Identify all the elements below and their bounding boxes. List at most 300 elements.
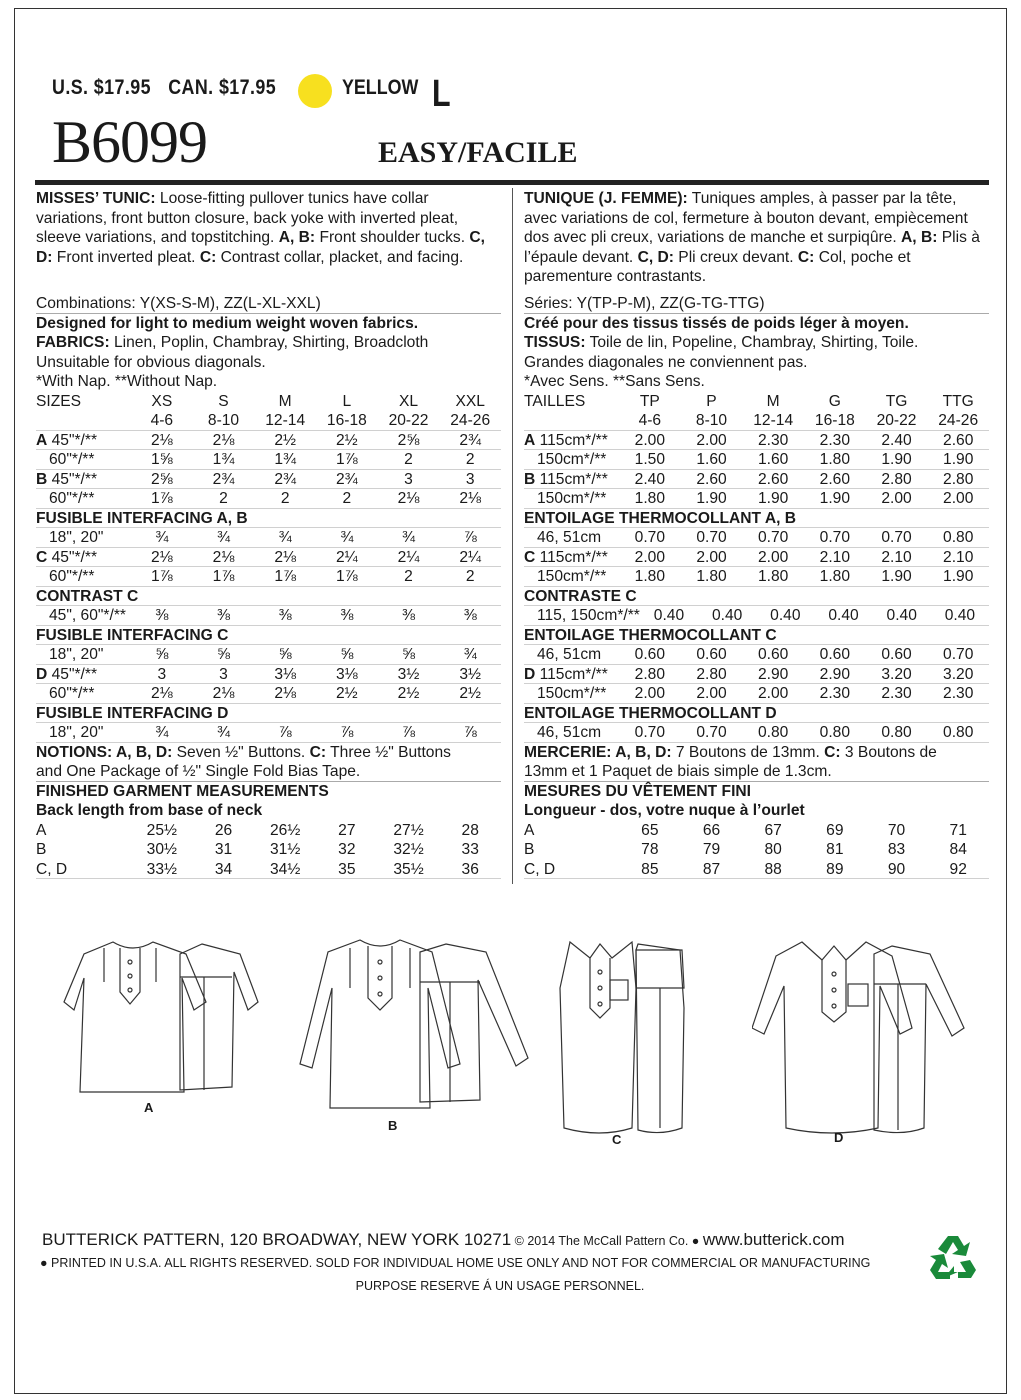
yardage-row — [524, 684, 989, 704]
row-label: 18", 20" — [36, 529, 104, 546]
amount-cell: 2 — [342, 490, 352, 507]
yardage-row — [524, 606, 989, 626]
amount-cell: 0.70 — [634, 724, 666, 741]
amount-cell: 0.60 — [634, 646, 666, 663]
amount-cell: 2⅛ — [274, 685, 297, 702]
amount-cell: 1¾ — [274, 451, 297, 468]
notions-part: MERCERIE: A, B, D: — [524, 743, 672, 761]
amount-cell: ¾ — [402, 529, 416, 546]
amount-cell: 1⅞ — [274, 568, 297, 585]
measurement-cell: 81 — [826, 841, 844, 858]
section-heading-text: ENTOILAGE THERMOCOLLANT C — [524, 626, 777, 644]
amount-cell: 2¾ — [274, 470, 297, 488]
measurement-cell: 28 — [461, 821, 479, 839]
measurement-cell: 35½ — [393, 860, 424, 878]
size-header-row — [524, 392, 989, 412]
measurement-cell: 31 — [214, 841, 233, 858]
amount-cell: 2.30 — [819, 685, 851, 702]
fabrics-text: Toile de lin, Popeline, Chambray, Shirting, Toile. — [585, 334, 919, 351]
row-label: 45", 60"*/** — [36, 607, 126, 624]
yardage-row — [524, 450, 989, 470]
amount-cell: 1.80 — [634, 568, 666, 585]
back-length-heading: Back length from base of neck — [36, 802, 263, 819]
row-label: A — [524, 821, 535, 839]
size-number-row — [36, 411, 501, 431]
yardage-row — [36, 684, 501, 704]
amount-cell: 2⅛ — [150, 548, 173, 566]
measurement-cell: 83 — [887, 841, 906, 858]
yardage-row — [524, 431, 989, 451]
amount-cell: ⅞ — [463, 724, 477, 741]
yardage-row — [524, 665, 989, 685]
amount-cell: 1.60 — [696, 451, 727, 468]
amount-cell: 1.80 — [634, 490, 666, 507]
yardage-row — [36, 528, 501, 548]
amount-cell: 1.90 — [758, 490, 789, 507]
amount-cell: 2.00 — [634, 431, 666, 449]
measurement-cell: 89 — [826, 860, 844, 878]
measurement-cell: 69 — [826, 821, 844, 839]
amount-cell: 2⅛ — [150, 431, 173, 449]
desc-text: Col, poche et parementure contrastants. — [524, 248, 911, 285]
amount-cell: 0.80 — [881, 724, 912, 741]
amount-cell: ⅞ — [278, 724, 292, 741]
section-heading-text: FUSIBLE INTERFACING C — [36, 626, 229, 644]
amount-cell: ⅝ — [217, 646, 231, 663]
amount-cell: 2⅝ — [397, 431, 420, 449]
amount-cell: ¾ — [217, 724, 231, 741]
row-label: 60"*/** — [36, 490, 95, 507]
amount-cell: 3½ — [459, 665, 482, 683]
amount-cell: 3.20 — [943, 665, 974, 683]
section-heading-text: CONTRASTE C — [524, 587, 637, 605]
amount-cell: 2⅛ — [150, 685, 173, 702]
amount-cell: 2¼ — [459, 548, 482, 566]
view-a-illustration — [62, 932, 262, 1127]
amount-cell: 2.00 — [634, 685, 666, 702]
row-label: A — [36, 821, 47, 839]
yardage-row — [36, 450, 501, 470]
amount-cell: 2.10 — [881, 548, 912, 566]
amount-cell: 2¼ — [336, 548, 358, 566]
size-name: TP — [639, 392, 660, 410]
yardage-row — [36, 567, 501, 587]
amount-cell: 1.90 — [696, 490, 727, 507]
amount-cell: 2.60 — [943, 431, 974, 449]
amount-cell: 1.90 — [881, 568, 912, 585]
notions-part: NOTIONS: A, B, D: — [36, 743, 173, 761]
notions-part: C: — [824, 743, 841, 761]
amount-cell: 2.10 — [819, 548, 851, 566]
amount-cell: 2.80 — [881, 470, 912, 488]
amount-cell: 2¾ — [336, 470, 358, 488]
yardage-row — [524, 489, 989, 509]
amount-cell: 0.70 — [943, 646, 974, 663]
amount-cell: 0.60 — [696, 646, 727, 663]
row-label: B 115cm*/** — [524, 470, 608, 488]
amount-cell: 2.30 — [943, 685, 974, 702]
fabrics-label: TISSUS: — [524, 334, 586, 351]
amount-cell: 0.70 — [819, 529, 851, 546]
desc-text: Loose-fitting pullover tunics have collar variations, front button closure, back yoke with inverted pleat, sleeve variations, and topstitching. — [36, 190, 459, 246]
row-label: D 45"*/** — [36, 665, 98, 683]
amount-cell: ¾ — [340, 529, 354, 546]
amount-cell: ⅝ — [402, 646, 416, 663]
size-number: 24-26 — [450, 412, 491, 429]
view-d-label: D — [834, 1130, 844, 1145]
view-b-illustration — [296, 928, 546, 1128]
measurement-cell: 65 — [641, 821, 659, 839]
amount-cell: ⅜ — [402, 607, 416, 624]
desc-bold: C, D: — [36, 229, 485, 266]
row-label: 46, 51cm — [524, 724, 602, 741]
fabrics-label: FABRICS: — [36, 334, 110, 351]
amount-cell: 2 — [465, 568, 475, 585]
size-name: XL — [398, 392, 419, 410]
amount-cell: 1⅞ — [150, 490, 173, 507]
unsuitable-note: Unsuitable for obvious diagonals. — [36, 353, 266, 371]
recycle-icon — [926, 1232, 980, 1282]
notions-part: C: — [309, 743, 327, 761]
us-price: U.S. $17.95 — [52, 76, 151, 99]
yardage-row — [36, 606, 501, 626]
amount-cell: 2½ — [336, 431, 358, 449]
size-name: M — [278, 392, 292, 410]
measurement-cell: 35 — [338, 860, 356, 878]
desc-text: Pli creux devant. — [673, 248, 798, 266]
unsuitable-note: Grandes diagonales ne conviennent pas. — [524, 353, 808, 371]
amount-cell: 2⅛ — [397, 490, 420, 507]
english-column — [36, 189, 501, 879]
amount-cell: 2⅛ — [212, 685, 235, 702]
amount-cell: 3 — [465, 470, 475, 488]
row-label: 46, 51cm — [524, 529, 602, 546]
measurement-cell: 36 — [461, 860, 479, 878]
desc-bold: A, B: — [901, 229, 938, 246]
publisher-address: BUTTERICK PATTERN, 120 BROADWAY, NEW YORK 10271 — [42, 1230, 512, 1249]
measurement-cell: 71 — [949, 821, 967, 839]
amount-cell: 2.00 — [634, 548, 666, 566]
finished-measurements-heading: FINISHED GARMENT MEASUREMENTS — [36, 782, 329, 800]
amount-cell: 0.80 — [758, 724, 789, 741]
desc-text: Front shoulder tucks. — [315, 229, 470, 246]
measurement-cell: 31½ — [270, 841, 301, 858]
spacer — [524, 411, 619, 430]
size-name: M — [766, 392, 780, 410]
amount-cell: 2.30 — [758, 431, 789, 449]
designed-for: Designed for light to medium weight woven fabrics. — [36, 314, 419, 332]
amount-cell: 0.60 — [881, 646, 912, 663]
amount-cell: 0.70 — [696, 724, 727, 741]
section-heading — [524, 626, 989, 646]
amount-cell: 0.80 — [819, 724, 851, 741]
amount-cell: 2.00 — [758, 548, 789, 566]
measurement-row — [524, 840, 989, 860]
rights-line: ● PRINTED IN U.S.A. ALL RIGHTS RESERVED. SOLD FOR INDIVIDUAL HOME USE ONLY AND NOT FOR COMMERCIAL OR MANUFACTURING — [40, 1256, 871, 1270]
amount-cell: ¾ — [155, 529, 169, 546]
section-heading — [36, 704, 501, 724]
amount-cell: ⅜ — [217, 607, 231, 624]
copyright-text: © 2014 The McCall Pattern Co. ● — [511, 1234, 703, 1248]
measurement-row — [36, 840, 501, 860]
measurement-row — [36, 821, 501, 841]
yardage-row — [524, 470, 989, 490]
header-rule — [35, 180, 989, 185]
measurement-cell: 32 — [338, 841, 356, 858]
yardage-row — [36, 665, 501, 685]
amount-cell: 2 — [280, 490, 290, 507]
size-name: G — [828, 392, 841, 410]
amount-cell: 2 — [404, 568, 413, 585]
amount-cell: 2.30 — [881, 685, 912, 702]
size-number: 24-26 — [938, 412, 979, 429]
amount-cell: ⅜ — [463, 607, 477, 624]
column-divider — [512, 188, 513, 884]
measurement-cell: 26½ — [270, 821, 301, 839]
yardage-row — [36, 645, 501, 665]
size-name: TG — [885, 392, 908, 410]
measurement-cell: 78 — [641, 841, 659, 858]
measurement-cell: 25½ — [146, 821, 178, 839]
measurement-cell: 33 — [461, 841, 479, 858]
amount-cell: 0.40 — [944, 607, 976, 624]
yardage-row — [524, 723, 989, 743]
yardage-row — [524, 548, 989, 568]
difficulty-label: EASY/FACILE — [378, 136, 578, 169]
size-header-row — [36, 392, 501, 412]
row-label: C, D — [524, 860, 556, 878]
amount-cell: 2.10 — [943, 548, 974, 566]
amount-cell: 2⅛ — [212, 431, 235, 449]
desc-bold: MISSES’ TUNIC: — [36, 190, 156, 207]
measurement-cell: 67 — [764, 821, 782, 839]
amount-cell: 2½ — [397, 685, 420, 702]
row-label: 115, 150cm*/** — [524, 607, 640, 624]
amount-cell: 2⅝ — [150, 470, 173, 488]
measurement-row — [524, 821, 989, 841]
section-heading — [524, 509, 989, 529]
row-label: A 115cm*/** — [524, 431, 608, 449]
amount-cell: 3⅛ — [274, 665, 297, 683]
section-heading — [524, 587, 989, 607]
size-name: TTG — [942, 392, 974, 410]
section-heading-text: CONTRAST C — [36, 587, 139, 605]
sizes-label: TAILLES — [524, 392, 586, 410]
notions-part: Seven ½" Buttons. — [172, 743, 310, 761]
yardage-row — [524, 567, 989, 587]
amount-cell: 2.00 — [758, 685, 789, 702]
amount-cell: ⅞ — [463, 529, 477, 546]
size-number: 20-22 — [388, 412, 429, 429]
amount-cell: ¾ — [463, 646, 477, 663]
measurement-cell: 66 — [702, 821, 721, 839]
amount-cell: 2⅛ — [212, 548, 235, 566]
desc-text: Contrast collar, placket, and facing. — [216, 248, 464, 266]
size-number: 12-14 — [753, 412, 794, 429]
section-heading — [36, 626, 501, 646]
row-label: C 45"*/** — [36, 548, 98, 566]
website-link[interactable]: www.butterick.com — [702, 1230, 845, 1249]
size-name: P — [706, 392, 717, 410]
desc-text: Plis à l’épaule devant. — [524, 229, 980, 266]
amount-cell: ⅞ — [340, 724, 354, 741]
amount-cell: 0.40 — [828, 607, 859, 624]
color-word: YELLOW — [342, 76, 419, 99]
measurement-cell: 33½ — [146, 860, 178, 878]
size-name: S — [218, 392, 229, 410]
pattern-number: B6099 — [52, 109, 208, 175]
row-label: 18", 20" — [36, 724, 104, 741]
size-name: XXL — [455, 392, 485, 410]
desc-bold: TUNIQUE (J. FEMME): — [524, 190, 688, 207]
amount-cell: 1.80 — [758, 568, 789, 585]
desc-text: Tuniques amples, à passer par la tête, avec variations de col, fermeture à bouton devant, empiècement dos avec pli creux, variations de manche et surpiqûre. — [524, 190, 968, 246]
amount-cell: 1.90 — [943, 568, 974, 585]
notions-part: Three ½" Buttons — [326, 743, 451, 761]
section-heading-text: FUSIBLE INTERFACING A, B — [36, 509, 248, 527]
row-label: D 115cm*/** — [524, 665, 608, 683]
section-heading — [524, 704, 989, 724]
row-label: 150cm*/** — [524, 685, 607, 702]
amount-cell: 0.60 — [819, 646, 851, 663]
measurement-cell: 26 — [214, 821, 233, 839]
yellow-dot-icon — [298, 74, 332, 108]
size-number: 4-6 — [638, 412, 662, 429]
size-letter: L — [432, 73, 451, 115]
yardage-row — [36, 489, 501, 509]
row-label: B — [36, 841, 47, 858]
amount-cell: 2.80 — [634, 665, 666, 683]
spacer — [36, 411, 131, 430]
view-b-label: B — [388, 1118, 398, 1133]
amount-cell: 2¼ — [397, 548, 420, 566]
size-number: 4-6 — [150, 412, 174, 429]
measurement-cell: 27 — [338, 821, 356, 839]
amount-cell: 1.90 — [881, 451, 912, 468]
amount-cell: 1.90 — [819, 490, 851, 507]
amount-cell: 0.70 — [758, 529, 789, 546]
row-label: 60"*/** — [36, 568, 95, 585]
size-number: 12-14 — [265, 412, 306, 429]
row-label: 18", 20" — [36, 646, 104, 663]
size-number: 8-10 — [207, 412, 240, 429]
measurement-cell: 84 — [949, 841, 967, 858]
view-a-label: A — [144, 1100, 154, 1115]
measurement-row — [524, 860, 989, 880]
size-number: 16-18 — [326, 412, 367, 429]
amount-cell: 3 — [157, 665, 167, 683]
view-c-label: C — [612, 1132, 622, 1147]
amount-cell: 2 — [404, 451, 413, 468]
amount-cell: 0.80 — [943, 529, 974, 546]
french-column — [524, 189, 989, 879]
amount-cell: 2½ — [274, 431, 297, 449]
amount-cell: 1⅞ — [150, 568, 173, 585]
desc-bold: A, B: — [278, 229, 316, 246]
amount-cell: 3 — [219, 665, 228, 683]
amount-cell: 0.60 — [758, 646, 789, 663]
amount-cell: 2.30 — [819, 431, 851, 449]
view-d-illustration — [752, 928, 982, 1138]
designed-for: Créé pour des tissus tissés de poids léger à moyen. — [524, 314, 909, 332]
amount-cell: 1.80 — [819, 451, 851, 468]
amount-cell: 0.70 — [696, 529, 727, 546]
size-number: 8-10 — [695, 412, 728, 429]
notions-part: 3 Boutons de — [840, 743, 937, 761]
row-label: 150cm*/** — [524, 490, 607, 507]
amount-cell: 2.00 — [943, 490, 974, 507]
amount-cell: 0.40 — [653, 607, 685, 624]
row-label: A 45"*/** — [36, 431, 98, 449]
publisher-line — [42, 1230, 845, 1250]
amount-cell: ¾ — [155, 724, 169, 741]
fabrics — [524, 333, 989, 353]
measurement-row — [36, 860, 501, 880]
amount-cell: 1⅞ — [336, 568, 358, 585]
yardage-row — [36, 470, 501, 490]
measurement-cell: 34 — [214, 860, 233, 878]
amount-cell: 1⅝ — [150, 451, 173, 468]
notions — [524, 743, 989, 763]
amount-cell: ¾ — [278, 529, 292, 546]
row-label: B — [524, 841, 535, 858]
amount-cell: ⅜ — [278, 607, 292, 624]
amount-cell: 1⅞ — [336, 451, 358, 468]
measurement-cell: 30½ — [146, 841, 178, 858]
amount-cell: 1.80 — [819, 568, 851, 585]
amount-cell: 2.00 — [696, 685, 727, 702]
amount-cell: 0.40 — [770, 607, 801, 624]
measurement-cell: 85 — [641, 860, 659, 878]
amount-cell: ⅝ — [155, 646, 169, 663]
amount-cell: 1.50 — [634, 451, 666, 468]
yardage-row — [36, 723, 501, 743]
notions-part: 7 Boutons de 13mm. — [671, 743, 825, 761]
size-number-row — [524, 411, 989, 431]
row-label: 60"*/** — [36, 685, 95, 702]
amount-cell: 2.90 — [758, 665, 789, 683]
row-label: 150cm*/** — [524, 451, 607, 468]
amount-cell: 1¾ — [212, 451, 235, 468]
amount-cell: 2.00 — [696, 548, 727, 566]
amount-cell: 3 — [404, 470, 413, 488]
amount-cell: ⅝ — [340, 646, 354, 663]
amount-cell: ⅜ — [340, 607, 354, 624]
measurement-cell: 80 — [764, 841, 782, 858]
view-c-illustration — [550, 928, 700, 1138]
amount-cell: 3½ — [397, 665, 420, 683]
yardage-row — [36, 548, 501, 568]
notions-cont: 13mm et 1 Paquet de biais simple de 1.3cm. — [524, 762, 989, 782]
finished-measurements-heading: MESURES DU VÊTEMENT FINI — [524, 782, 751, 800]
amount-cell: 2.60 — [696, 470, 727, 488]
notions-cont: and One Package of ½" Single Fold Bias Tape. — [36, 762, 501, 782]
fabrics-text: Linen, Poplin, Chambray, Shirting, Broadcloth — [109, 334, 429, 351]
combinations: Combinations: Y(XS-S-M), ZZ(L-XL-XXL) — [36, 294, 501, 314]
measurement-cell: 27½ — [393, 821, 424, 839]
row-label: 60"*/** — [36, 451, 95, 468]
measurement-cell: 70 — [887, 821, 906, 839]
amount-cell: ⅜ — [155, 607, 169, 624]
amount-cell: 2.60 — [758, 470, 789, 488]
amount-cell: 0.70 — [634, 529, 666, 546]
desc-bold: C, D: — [637, 248, 674, 266]
amount-cell: 1.90 — [943, 451, 974, 468]
amount-cell: 0.70 — [881, 529, 912, 546]
fabrics — [36, 333, 501, 353]
sizes-label: SIZES — [36, 392, 82, 410]
amount-cell: 2½ — [459, 685, 482, 702]
